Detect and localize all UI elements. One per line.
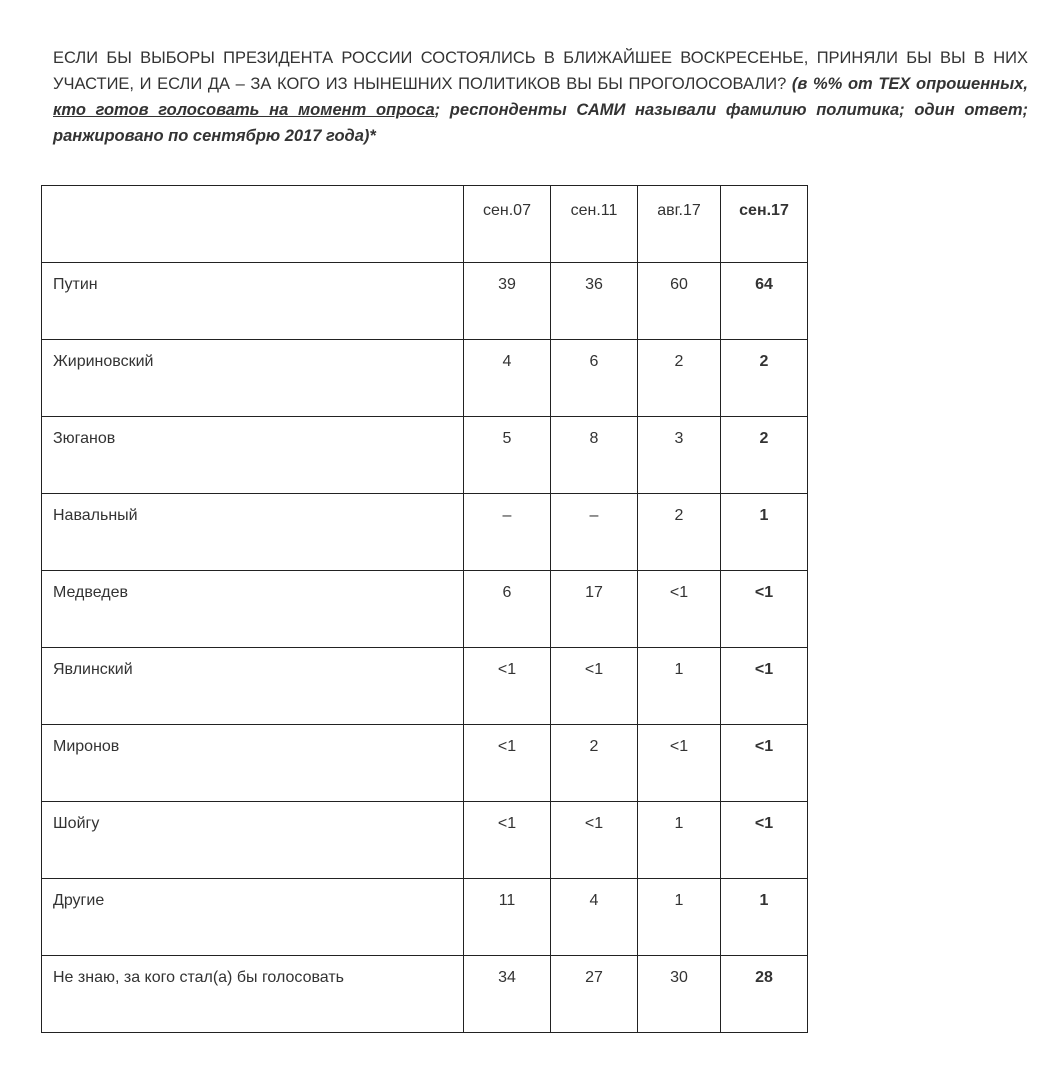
question-text: ЕСЛИ БЫ ВЫБОРЫ ПРЕЗИДЕНТА РОССИИ СОСТОЯЛИСЬ В БЛИЖАЙШЕЕ ВОСКРЕСЕНЬЕ, ПРИНЯЛИ БЫ ВЫ В НИХ УЧАСТИЕ, И ЕСЛИ ДА – ЗА КОГО ИЗ НЫНЕШНИХ ПОЛИТИКОВ ВЫ БЫ ПРОГОЛОСОВАЛИ?: [53, 49, 1028, 93]
cell-value: 27: [551, 956, 638, 1033]
cell-value: 3: [638, 417, 721, 494]
cell-value: –: [464, 494, 551, 571]
cell-value: 2: [551, 725, 638, 802]
column-header: авг.17: [638, 186, 721, 263]
cell-value: 64: [721, 263, 808, 340]
cell-value: <1: [721, 571, 808, 648]
table-row: [42, 340, 808, 417]
cell-value: 4: [464, 340, 551, 417]
column-header: сен.11: [551, 186, 638, 263]
survey-question: [53, 45, 1028, 149]
table-row: [42, 417, 808, 494]
cell-value: <1: [464, 648, 551, 725]
cell-value: 28: [721, 956, 808, 1033]
cell-value: <1: [464, 725, 551, 802]
cell-value: 8: [551, 417, 638, 494]
cell-value: <1: [551, 648, 638, 725]
politician-name: Зюганов: [42, 417, 464, 494]
table-row: [42, 956, 808, 1033]
cell-value: 60: [638, 263, 721, 340]
cell-value: <1: [638, 571, 721, 648]
politician-name: Другие: [42, 879, 464, 956]
cell-value: 6: [464, 571, 551, 648]
politician-name: Навальный: [42, 494, 464, 571]
cell-value: 2: [638, 494, 721, 571]
cell-value: 34: [464, 956, 551, 1033]
cell-value: 1: [638, 879, 721, 956]
table-row: [42, 802, 808, 879]
table-row: [42, 263, 808, 340]
politician-name: Явлинский: [42, 648, 464, 725]
cell-value: <1: [464, 802, 551, 879]
header-empty-cell: [42, 186, 464, 263]
politician-name: Путин: [42, 263, 464, 340]
cell-value: 17: [551, 571, 638, 648]
column-header: сен.17: [721, 186, 808, 263]
cell-value: 6: [551, 340, 638, 417]
table-row: [42, 571, 808, 648]
cell-value: 1: [721, 879, 808, 956]
table-row: [42, 725, 808, 802]
cell-value: 1: [638, 648, 721, 725]
note-end: ; респонденты САМИ называли фамилию политика; один ответ; ранжировано по сентябрю 2017 года)*: [53, 101, 1029, 145]
politician-name: Шойгу: [42, 802, 464, 879]
cell-value: <1: [638, 725, 721, 802]
results-table: [41, 185, 808, 1033]
cell-value: 4: [551, 879, 638, 956]
cell-value: 30: [638, 956, 721, 1033]
cell-value: 5: [464, 417, 551, 494]
cell-value: 11: [464, 879, 551, 956]
table-row: [42, 494, 808, 571]
politician-name: Медведев: [42, 571, 464, 648]
cell-value: 36: [551, 263, 638, 340]
cell-value: 39: [464, 263, 551, 340]
politician-name: Миронов: [42, 725, 464, 802]
cell-value: 2: [638, 340, 721, 417]
cell-value: <1: [721, 648, 808, 725]
cell-value: 1: [721, 494, 808, 571]
cell-value: 1: [638, 802, 721, 879]
note-start: (в %% от ТЕХ опрошенных,: [791, 75, 1028, 93]
cell-value: 2: [721, 417, 808, 494]
column-header: сен.07: [464, 186, 551, 263]
cell-value: <1: [721, 802, 808, 879]
header-row: [42, 186, 808, 263]
cell-value: <1: [551, 802, 638, 879]
politician-name: Не знаю, за кого стал(а) бы голосовать: [42, 956, 464, 1033]
cell-value: 2: [721, 340, 808, 417]
table-row: [42, 879, 808, 956]
table-row: [42, 648, 808, 725]
politician-name: Жириновский: [42, 340, 464, 417]
cell-value: <1: [721, 725, 808, 802]
note-underlined: кто готов голосовать на момент опроса: [53, 101, 435, 119]
cell-value: –: [551, 494, 638, 571]
